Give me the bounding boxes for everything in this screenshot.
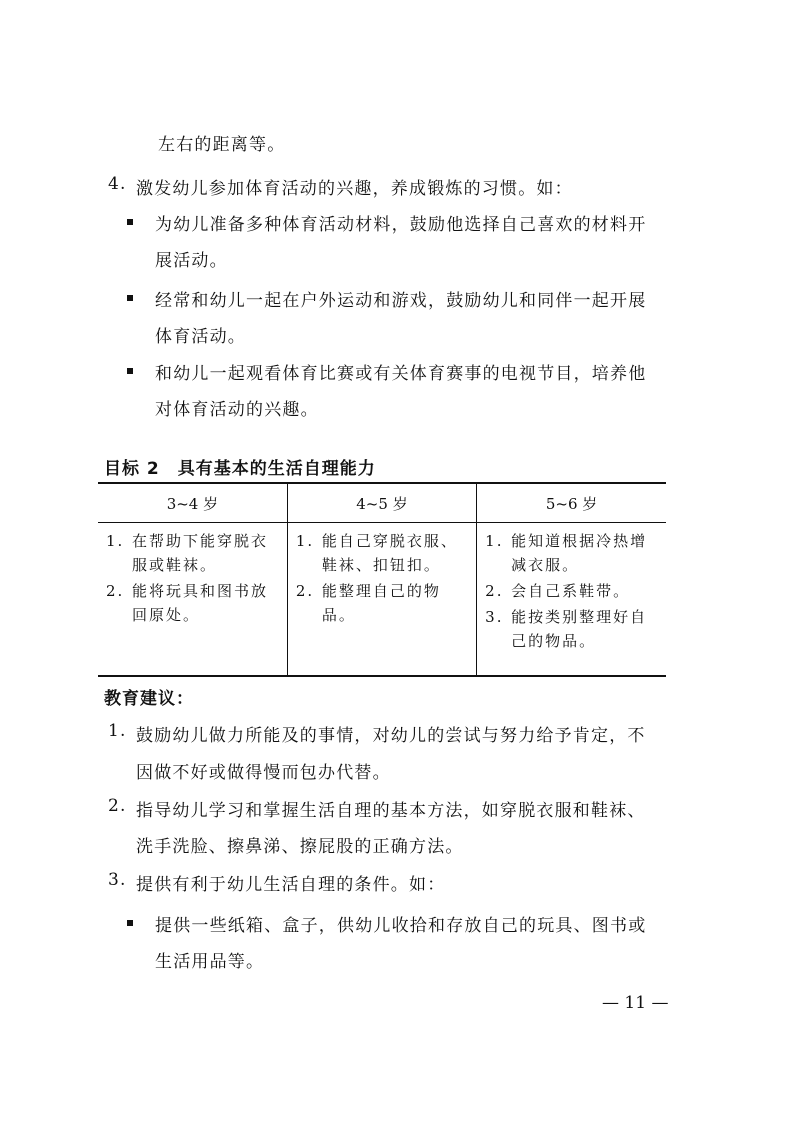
advice-heading: 教育建议： <box>104 689 194 709</box>
bullet-1-line1: 为幼儿准备多种体育活动材料，鼓励他选择自己喜欢的材料开 <box>155 215 647 235</box>
list-item: 1. 在帮助下能穿脱衣服或鞋袜。 <box>106 532 269 574</box>
continuation-text: 左右的距离等。 <box>158 135 286 155</box>
list-item: 3. 能按类别整理好自己的物品。 <box>485 608 648 650</box>
advice-2-line2: 洗手洗脸、擦鼻涕、擦屁股的正确方法。 <box>136 837 464 857</box>
column-header-5-6: 5~6 岁 <box>477 483 666 523</box>
advice-2-line1: 指导幼儿学习和掌握生活自理的基本方法，如穿脱衣服和鞋袜、 <box>136 801 646 821</box>
list-item: 1. 能知道根据冷热增减衣服。 <box>485 532 648 574</box>
advice-1-line2: 因做不好或做得慢而包办代替。 <box>136 763 391 783</box>
list-item: 2. 会自己系鞋带。 <box>485 582 631 600</box>
bullet-marker <box>127 219 133 225</box>
bullet-marker <box>127 368 133 374</box>
item-4-number: 4. <box>108 174 127 194</box>
bullet-3-line1: 和幼儿一起观看体育比赛或有关体育赛事的电视节目，培养他 <box>155 364 647 384</box>
advice-bullet-line1: 提供一些纸箱、盒子，供幼儿收拾和存放自己的玩具、图书或 <box>155 916 647 936</box>
cell-5-6 <box>477 523 666 677</box>
item-4-text: 激发幼儿参加体育活动的兴趣，养成锻炼的习惯。如： <box>136 179 573 199</box>
page-number: — 11 — <box>602 993 669 1013</box>
cell-4-5 <box>287 523 476 677</box>
advice-1-number: 1. <box>108 721 127 741</box>
list-item: 1. 能自己穿脱衣服、鞋袜、扣钮扣。 <box>295 532 458 574</box>
bullet-2-line1: 经常和幼儿一起在户外运动和游戏，鼓励幼儿和同伴一起开展 <box>155 291 647 311</box>
bullet-marker <box>127 295 133 301</box>
advice-2-number: 2. <box>108 796 127 816</box>
age-goal-table <box>98 482 666 677</box>
goal-heading: 目标 2 具有基本的生活自理能力 <box>104 459 376 479</box>
advice-3-line1: 提供有利于幼儿生活自理的条件。如： <box>136 875 446 895</box>
advice-bullet-line2: 生活用品等。 <box>155 952 265 972</box>
bullet-3-line2: 对体育活动的兴趣。 <box>155 400 319 420</box>
list-item: 2. 能整理自己的物品。 <box>295 582 441 624</box>
bullet-1-line2: 展活动。 <box>155 251 228 271</box>
list-item: 2. 能将玩具和图书放回原处。 <box>106 582 269 624</box>
advice-3-number: 3. <box>108 870 127 890</box>
column-header-3-4: 3~4 岁 <box>98 483 287 523</box>
bullet-marker <box>127 920 133 926</box>
bullet-2-line2: 体育活动。 <box>155 327 246 347</box>
column-header-4-5: 4~5 岁 <box>287 483 476 523</box>
cell-3-4 <box>98 523 287 677</box>
advice-1-line1: 鼓励幼儿做力所能及的事情，对幼儿的尝试与努力给予肯定，不 <box>136 726 646 746</box>
